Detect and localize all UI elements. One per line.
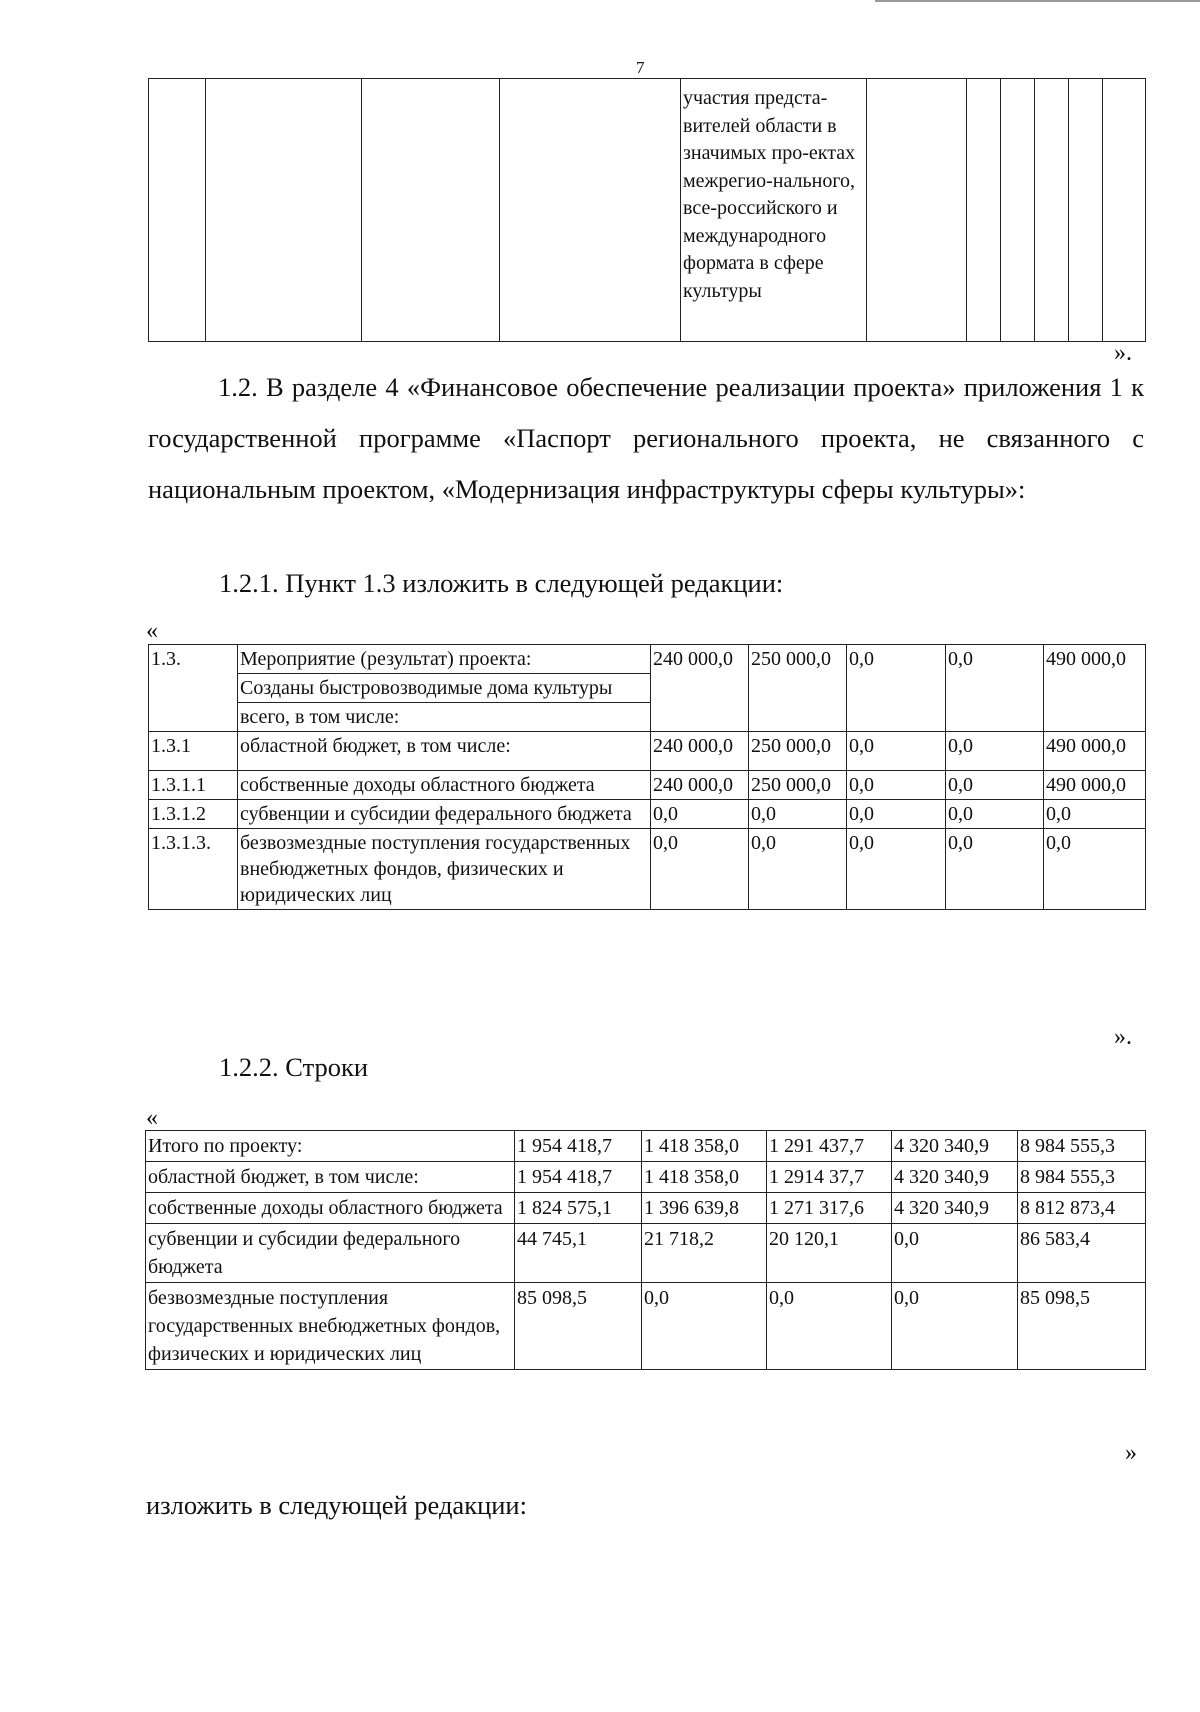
project-totals-table (145, 1130, 1146, 1370)
table-row: безвозмездные поступления государственных внебюджетных фондов, физических и юридических лиц 85 098,5 0,0 0,0 0,0 85 098,5 (146, 1283, 1146, 1370)
closing-quote: » (1125, 1440, 1137, 1466)
table-1-3 (148, 644, 1146, 910)
heading-1-2-2: 1.2.2. Строки (219, 1052, 369, 1082)
table-cell: участия предста-вителей области в значимых про-ектах межрегио-нального, все-российского и международного формата в сфере культуры (681, 79, 867, 342)
top-edge-line (875, 0, 1200, 2)
paragraph-1-2: 1.2. В разделе 4 «Финансовое обеспечение реализации проекта» приложения 1 к государственной программе «Паспорт регионального проекта, не связанного с национальным проектом, «Модернизация инфраструктуры сферы культуры»: (148, 372, 1144, 504)
table-row: 1.3.1.1 собственные доходы областного бюджета 240 000,0 250 000,0 0,0 0,0 490 000,0 (149, 771, 1146, 800)
closing-quote: ». (1114, 1024, 1132, 1050)
table-row: 1.3.1.2 субвенции и субсидии федерального бюджета 0,0 0,0 0,0 0,0 0,0 (149, 800, 1146, 829)
table-row: областной бюджет, в том числе: 1 954 418,7 1 418 358,0 1 2914 37,7 4 320 340,9 8 984 555,3 (146, 1162, 1146, 1193)
heading-1-2-1: 1.2.1. Пункт 1.3 изложить в следующей редакции: (219, 568, 784, 598)
table-row: 1.3. Мероприятие (результат) проекта: 240 000,0 250 000,0 0,0 0,0 490 000,0 (149, 645, 1146, 674)
table-row: 1.3.1.3. безвозмездные поступления государственных внебюджетных фондов, физических и юридических лиц 0,0 0,0 0,0 0,0 0,0 (149, 829, 1146, 910)
table-row: субвенции и субсидии федерального бюджета 44 745,1 21 718,2 20 120,1 0,0 86 583,4 (146, 1224, 1146, 1283)
table-row: всего, в том числе: (149, 703, 1146, 732)
table-row: Итого по проекту: 1 954 418,7 1 418 358,0 1 291 437,7 4 320 340,9 8 984 555,3 (146, 1131, 1146, 1162)
page-number: 7 (636, 58, 645, 77)
continuation-table (148, 78, 1146, 342)
final-text: изложить в следующей редакции: (146, 1490, 527, 1520)
table-row: собственные доходы областного бюджета 1 824 575,1 1 396 639,8 1 271 317,6 4 320 340,9 8 812 873,4 (146, 1193, 1146, 1224)
table-row: Созданы быстровозводимые дома культуры (149, 674, 1146, 703)
table-row (149, 79, 1146, 342)
opening-quote: « (146, 1105, 158, 1131)
closing-quote: ». (1114, 340, 1132, 366)
opening-quote: « (146, 618, 158, 644)
table-row: 1.3.1 областной бюджет, в том числе: 240 000,0 250 000,0 0,0 0,0 490 000,0 (149, 732, 1146, 771)
